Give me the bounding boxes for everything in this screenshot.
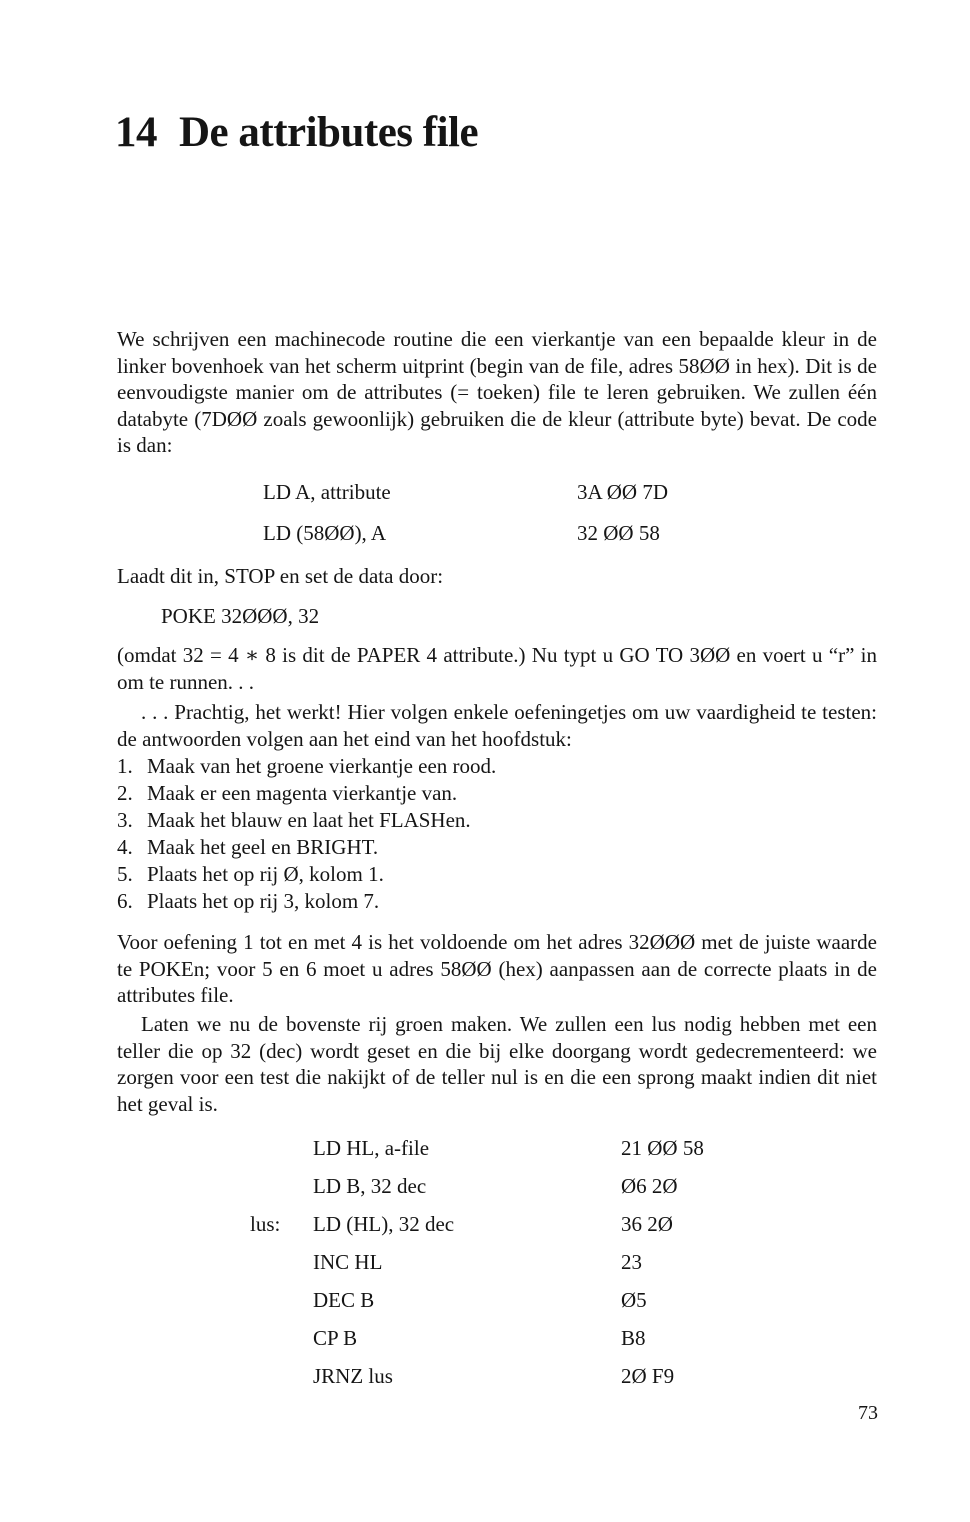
exercise-text: Plaats het op rij 3, kolom 7.: [147, 889, 380, 913]
code2-instr-6: CP B: [313, 1326, 358, 1350]
code2-instr-3: LD (HL), 32 dec: [313, 1212, 455, 1236]
exercise-number: 4.: [117, 835, 133, 859]
code2-hex-1: 21 ØØ 58: [621, 1136, 704, 1160]
exercise-item: [117, 781, 457, 806]
code1-hex-1: 3A ØØ 7D: [577, 480, 669, 504]
paragraph-omdat: (omdat 32 = 4 ∗ 8 is dit de PAPER 4 attribute.) Nu typt u GO TO 3ØØ en voert u “r” in om te runnen. . .: [117, 643, 877, 694]
exercise-text: Maak het geel en BRIGHT.: [147, 835, 379, 859]
poke-line: POKE 32ØØØ, 32: [161, 604, 320, 628]
paragraph-laten-we: Laten we nu de bovenste rij groen maken. We zullen een lus nodig hebben met een teller die op 32 (dec) wordt geset en die bij elke doorgang wordt gedecrementeerd: we zorgen voor een test die nakijkt of de teller nul is en die een sprong maakt indien dit niet het geval is.: [117, 1012, 877, 1116]
code2-instr-5: DEC B: [313, 1288, 375, 1312]
exercise-item: [117, 889, 379, 914]
paragraph-voor-oefening: Voor oefening 1 tot en met 4 is het voldoende om het adres 32ØØØ met de juiste waarde te POKEn; voor 5 en 6 moet u adres 58ØØ (hex) aanpassen aan de correcte plaats in de attributes file.: [117, 930, 877, 1007]
code2-hex-4: 23: [621, 1250, 642, 1274]
load-line: Laadt dit in, STOP en set de data door:: [117, 564, 444, 588]
chapter-title-text: De attributes file: [179, 109, 479, 156]
code2-instr-4: INC HL: [313, 1250, 383, 1274]
chapter-number: 14: [115, 109, 157, 156]
code2-label-lus: lus:: [250, 1212, 281, 1236]
code2-instr-7: JRNZ lus: [313, 1364, 393, 1388]
code2-hex-6: B8: [621, 1326, 646, 1350]
code2-hex-3: 36 2Ø: [621, 1212, 673, 1236]
code1-instr-2: LD (58ØØ), A: [263, 521, 387, 545]
exercise-text: Plaats het op rij Ø, kolom 1.: [147, 862, 384, 886]
code2-instr-1: LD HL, a-file: [313, 1136, 430, 1160]
code1-hex-2: 32 ØØ 58: [577, 521, 660, 545]
exercise-text: Maak van het groene vierkantje een rood.: [147, 754, 497, 778]
exercise-item: [117, 754, 496, 779]
exercise-number: 6.: [117, 889, 133, 913]
code2-hex-2: Ø6 2Ø: [621, 1174, 678, 1198]
exercise-text: Maak er een magenta vierkantje van.: [147, 781, 458, 805]
exercise-item: [117, 862, 384, 887]
code1-instr-1: LD A, attribute: [263, 480, 391, 504]
exercise-number: 2.: [117, 781, 133, 805]
page-number: 73: [858, 1402, 878, 1424]
code2-instr-2: LD B, 32 dec: [313, 1174, 427, 1198]
paragraph-prachtig: . . . Prachtig, het werkt! Hier volgen enkele oefeningetjes om uw vaardigheid te testen: de antwoorden volgen aan het eind van het hoofdstuk:: [117, 700, 877, 751]
exercise-item: [117, 835, 378, 860]
chapter-title: [115, 108, 478, 157]
exercise-number: 1.: [117, 754, 133, 778]
exercise-item: [117, 808, 471, 833]
exercise-number: 3.: [117, 808, 133, 832]
paragraph-intro: We schrijven een machinecode routine die een vierkantje van een bepaalde kleur in de linker bovenhoek van het scherm uitprint (begin van de file, adres 58ØØ in hex). Dit is de eenvoudigste manier om de attributes (= toeken) file te leren gebruiken. We zullen één databyte (7DØØ zoals gewoonlijk) gebruiken die de kleur (attribute byte) bevat. De code is dan:: [117, 327, 877, 457]
exercise-number: 5.: [117, 862, 133, 886]
code2-hex-5: Ø5: [621, 1288, 647, 1312]
exercise-text: Maak het blauw en laat het FLASHen.: [147, 808, 471, 832]
code2-hex-7: 2Ø F9: [621, 1364, 675, 1388]
